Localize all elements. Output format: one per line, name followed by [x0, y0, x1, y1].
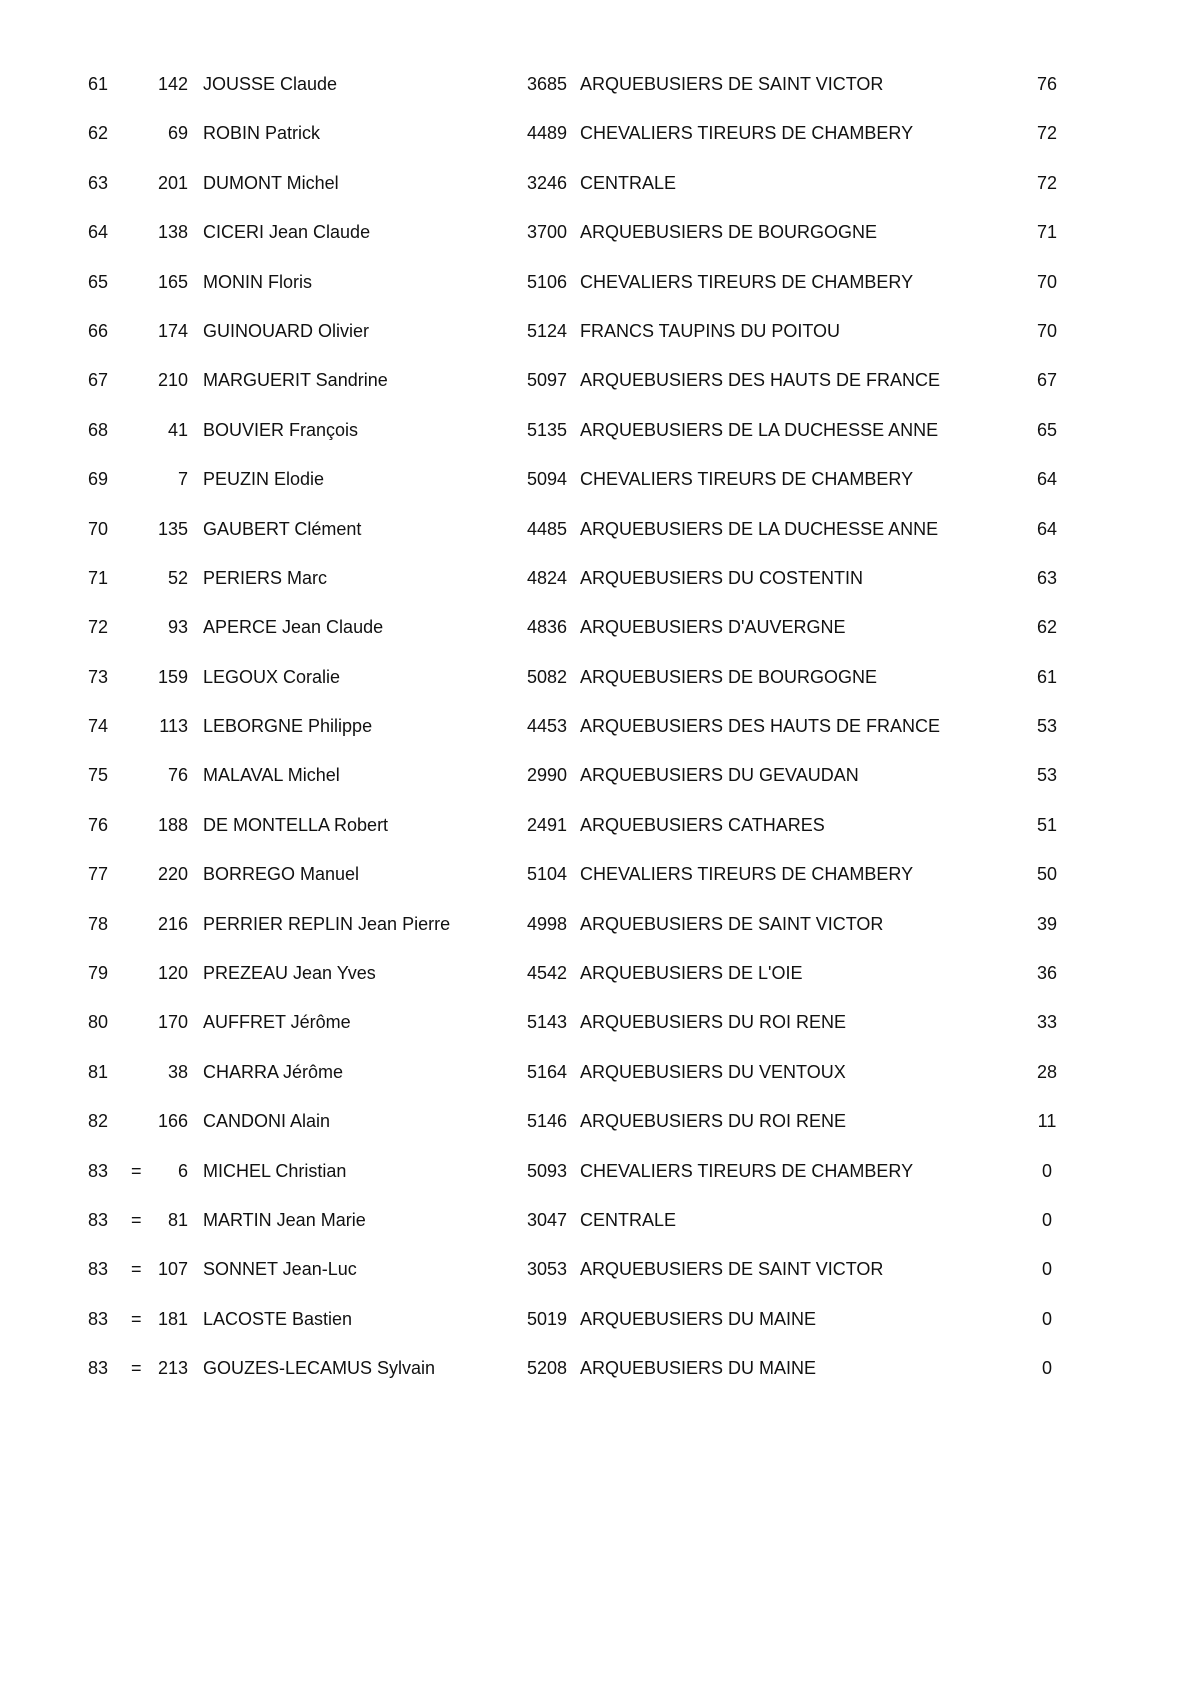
bib-number-cell: 213	[157, 1358, 188, 1379]
result-row	[0, 60, 1190, 109]
club-name-cell: ARQUEBUSIERS DE SAINT VICTOR	[580, 913, 884, 934]
bib-number-cell: 159	[157, 666, 188, 687]
rank-cell: 82	[88, 1111, 109, 1132]
rank-cell: 83	[88, 1259, 109, 1280]
score-cell: 72	[1036, 172, 1058, 193]
shooter-name-cell: MICHEL Christian	[203, 1160, 347, 1181]
license-number-cell: 5124	[526, 320, 567, 341]
rank-cell: 64	[88, 222, 109, 243]
result-row	[0, 505, 1190, 554]
tie-marker: =	[131, 1308, 142, 1329]
score-cell: 53	[1036, 716, 1058, 737]
score-cell: 67	[1036, 370, 1058, 391]
tie-marker: =	[131, 1160, 142, 1181]
score-cell: 64	[1036, 518, 1058, 539]
score-cell: 63	[1036, 567, 1058, 588]
bib-number-cell: 181	[157, 1308, 188, 1329]
result-row	[0, 1048, 1190, 1097]
shooter-name-cell: ROBIN Patrick	[203, 123, 321, 144]
result-row	[0, 109, 1190, 158]
club-name-cell: CENTRALE	[580, 1209, 677, 1230]
bib-number-cell: 210	[157, 370, 188, 391]
result-row	[0, 998, 1190, 1047]
shooter-name-cell: PERIERS Marc	[203, 567, 328, 588]
bib-number-cell: 93	[167, 617, 188, 638]
license-number-cell: 4542	[526, 963, 567, 984]
license-number-cell: 5019	[526, 1308, 567, 1329]
license-number-cell: 4836	[526, 617, 567, 638]
score-cell: 76	[1036, 74, 1058, 94]
shooter-name-cell: BORREGO Manuel	[203, 864, 360, 885]
club-name-cell: CHEVALIERS TIREURS DE CHAMBERY	[580, 469, 914, 490]
club-name-cell: ARQUEBUSIERS DE L'OIE	[580, 963, 803, 984]
rank-cell: 63	[88, 172, 109, 193]
license-number-cell: 5097	[526, 370, 567, 391]
shooter-name-cell: JOUSSE Claude	[203, 74, 338, 94]
shooter-name-cell: GOUZES-LECAMUS Sylvain	[203, 1358, 436, 1379]
score-cell: 70	[1036, 320, 1058, 341]
bib-number-cell: 6	[177, 1160, 188, 1181]
results-table	[0, 60, 1190, 1394]
bib-number-cell: 220	[157, 864, 188, 885]
bib-number-cell: 174	[157, 320, 188, 341]
rank-cell: 76	[88, 814, 109, 835]
bib-number-cell: 81	[167, 1209, 188, 1230]
tie-marker: =	[131, 1209, 142, 1230]
rank-cell: 83	[88, 1209, 109, 1230]
license-number-cell: 5106	[526, 271, 567, 292]
rank-cell: 62	[88, 123, 109, 144]
result-row	[0, 653, 1190, 702]
rank-cell: 77	[88, 864, 109, 885]
rank-cell: 73	[88, 666, 109, 687]
club-name-cell: CHEVALIERS TIREURS DE CHAMBERY	[580, 864, 914, 885]
club-name-cell: ARQUEBUSIERS DU ROI RENE	[580, 1012, 847, 1033]
rank-cell: 68	[88, 419, 109, 440]
club-name-cell: ARQUEBUSIERS CATHARES	[580, 814, 825, 835]
score-cell: 39	[1036, 913, 1058, 934]
license-number-cell: 5135	[526, 419, 567, 440]
rank-cell: 66	[88, 320, 109, 341]
bib-number-cell: 107	[157, 1259, 188, 1280]
result-row	[0, 1147, 1190, 1196]
license-number-cell: 5143	[526, 1012, 567, 1033]
shooter-name-cell: MARGUERIT Sandrine	[203, 370, 388, 391]
club-name-cell: ARQUEBUSIERS DU COSTENTIN	[580, 567, 864, 588]
score-cell: 71	[1036, 222, 1058, 243]
score-cell: 72	[1036, 123, 1058, 144]
license-number-cell: 3246	[526, 172, 567, 193]
shooter-name-cell: LACOSTE Bastien	[203, 1308, 353, 1329]
shooter-name-cell: PERRIER REPLIN Jean Pierre	[203, 913, 451, 934]
score-cell: 51	[1036, 814, 1058, 835]
shooter-name-cell: AUFFRET Jérôme	[203, 1012, 351, 1033]
club-name-cell: ARQUEBUSIERS DU ROI RENE	[580, 1111, 847, 1132]
rank-cell: 80	[88, 1012, 109, 1033]
club-name-cell: ARQUEBUSIERS DES HAUTS DE FRANCE	[580, 370, 941, 391]
club-name-cell: ARQUEBUSIERS DE SAINT VICTOR	[580, 74, 884, 94]
license-number-cell: 4485	[526, 518, 567, 539]
club-name-cell: ARQUEBUSIERS DU VENTOUX	[580, 1061, 846, 1082]
result-row	[0, 900, 1190, 949]
club-name-cell: CHEVALIERS TIREURS DE CHAMBERY	[580, 123, 914, 144]
license-number-cell: 3685	[526, 74, 567, 94]
shooter-name-cell: LEBORGNE Philippe	[203, 716, 373, 737]
club-name-cell: ARQUEBUSIERS D'AUVERGNE	[580, 617, 846, 638]
shooter-name-cell: MALAVAL Michel	[203, 765, 340, 786]
bib-number-cell: 38	[167, 1061, 188, 1082]
club-name-cell: ARQUEBUSIERS DU MAINE	[580, 1308, 817, 1329]
result-row	[0, 307, 1190, 356]
score-cell: 28	[1036, 1061, 1058, 1082]
license-number-cell: 5208	[526, 1358, 567, 1379]
rank-cell: 67	[88, 370, 109, 391]
bib-number-cell: 201	[157, 172, 188, 193]
result-row	[0, 208, 1190, 257]
result-row	[0, 702, 1190, 751]
club-name-cell: CHEVALIERS TIREURS DE CHAMBERY	[580, 1160, 914, 1181]
tie-marker: =	[131, 1358, 142, 1379]
license-number-cell: 4998	[526, 913, 567, 934]
shooter-name-cell: GUINOUARD Olivier	[203, 320, 370, 341]
rank-cell: 83	[88, 1160, 109, 1181]
license-number-cell: 5094	[526, 469, 567, 490]
shooter-name-cell: CANDONI Alain	[203, 1111, 331, 1132]
shooter-name-cell: MONIN Floris	[203, 271, 312, 292]
result-row	[0, 406, 1190, 455]
bib-number-cell: 113	[159, 716, 188, 737]
score-cell: 0	[1041, 1160, 1052, 1181]
score-cell: 0	[1041, 1358, 1052, 1379]
bib-number-cell: 165	[157, 271, 188, 292]
rank-cell: 83	[88, 1358, 109, 1379]
rank-cell: 79	[88, 963, 109, 984]
score-cell: 11	[1037, 1111, 1057, 1132]
license-number-cell: 2491	[526, 814, 567, 835]
score-cell: 64	[1036, 469, 1058, 490]
rank-cell: 61	[88, 74, 109, 94]
shooter-name-cell: MARTIN Jean Marie	[203, 1209, 366, 1230]
shooter-name-cell: DUMONT Michel	[203, 172, 339, 193]
result-row	[0, 1344, 1190, 1393]
club-name-cell: ARQUEBUSIERS DE LA DUCHESSE ANNE	[580, 419, 939, 440]
shooter-name-cell: BOUVIER François	[203, 419, 359, 440]
score-cell: 65	[1036, 419, 1058, 440]
result-row	[0, 751, 1190, 800]
license-number-cell: 5146	[526, 1111, 567, 1132]
shooter-name-cell: GAUBERT Clément	[203, 518, 362, 539]
club-name-cell: CHEVALIERS TIREURS DE CHAMBERY	[580, 271, 914, 292]
score-cell: 0	[1041, 1259, 1052, 1280]
result-row	[0, 1097, 1190, 1146]
shooter-name-cell: CICERI Jean Claude	[203, 222, 371, 243]
rank-cell: 74	[88, 716, 109, 737]
club-name-cell: ARQUEBUSIERS DE BOURGOGNE	[580, 666, 878, 687]
score-cell: 0	[1041, 1308, 1052, 1329]
shooter-name-cell: CHARRA Jérôme	[203, 1061, 344, 1082]
club-name-cell: FRANCS TAUPINS DU POITOU	[580, 320, 841, 341]
club-name-cell: ARQUEBUSIERS DE SAINT VICTOR	[580, 1259, 884, 1280]
result-row	[0, 1196, 1190, 1245]
club-name-cell: ARQUEBUSIERS DE BOURGOGNE	[580, 222, 878, 243]
rank-cell: 78	[88, 913, 109, 934]
rank-cell: 71	[88, 567, 109, 588]
club-name-cell: ARQUEBUSIERS DU GEVAUDAN	[580, 765, 859, 786]
result-row	[0, 1295, 1190, 1344]
rank-cell: 72	[88, 617, 109, 638]
license-number-cell: 3700	[526, 222, 567, 243]
bib-number-cell: 142	[157, 74, 188, 94]
result-row	[0, 949, 1190, 998]
score-cell: 50	[1036, 864, 1058, 885]
result-row	[0, 603, 1190, 652]
bib-number-cell: 52	[167, 567, 188, 588]
club-name-cell: ARQUEBUSIERS DU MAINE	[580, 1358, 817, 1379]
license-number-cell: 4489	[526, 123, 567, 144]
result-row	[0, 356, 1190, 405]
bib-number-cell: 69	[167, 123, 188, 144]
license-number-cell: 4824	[526, 567, 567, 588]
score-cell: 0	[1041, 1209, 1052, 1230]
bib-number-cell: 138	[157, 222, 188, 243]
license-number-cell: 2990	[526, 765, 567, 786]
shooter-name-cell: APERCE Jean Claude	[203, 617, 384, 638]
result-row	[0, 159, 1190, 208]
tie-marker: =	[131, 1259, 142, 1280]
club-name-cell: ARQUEBUSIERS DE LA DUCHESSE ANNE	[580, 518, 939, 539]
license-number-cell: 5104	[526, 864, 567, 885]
license-number-cell: 5164	[526, 1061, 567, 1082]
bib-number-cell: 7	[177, 469, 188, 490]
result-row	[0, 1245, 1190, 1294]
rank-cell: 75	[88, 765, 109, 786]
result-row	[0, 554, 1190, 603]
license-number-cell: 3047	[526, 1209, 567, 1230]
score-cell: 36	[1036, 963, 1058, 984]
club-name-cell: ARQUEBUSIERS DES HAUTS DE FRANCE	[580, 716, 941, 737]
shooter-name-cell: DE MONTELLA Robert	[203, 814, 389, 835]
rank-cell: 69	[88, 469, 109, 490]
rank-cell: 65	[88, 271, 109, 292]
score-cell: 70	[1036, 271, 1058, 292]
result-row	[0, 850, 1190, 899]
shooter-name-cell: SONNET Jean-Luc	[203, 1259, 357, 1280]
rank-cell: 81	[88, 1061, 109, 1082]
bib-number-cell: 135	[157, 518, 188, 539]
license-number-cell: 5093	[526, 1160, 567, 1181]
license-number-cell: 3053	[526, 1259, 567, 1280]
shooter-name-cell: PREZEAU Jean Yves	[203, 963, 376, 984]
score-cell: 62	[1036, 617, 1058, 638]
score-cell: 61	[1036, 666, 1058, 687]
result-row	[0, 801, 1190, 850]
bib-number-cell: 216	[157, 913, 188, 934]
shooter-name-cell: LEGOUX Coralie	[203, 666, 341, 687]
license-number-cell: 4453	[526, 716, 567, 737]
bib-number-cell: 76	[167, 765, 188, 786]
score-cell: 33	[1036, 1012, 1058, 1033]
shooter-name-cell: PEUZIN Elodie	[203, 469, 325, 490]
license-number-cell: 5082	[526, 666, 567, 687]
rank-cell: 83	[88, 1308, 109, 1329]
bib-number-cell: 188	[157, 814, 188, 835]
bib-number-cell: 120	[157, 963, 188, 984]
result-row	[0, 258, 1190, 307]
club-name-cell: CENTRALE	[580, 172, 677, 193]
score-cell: 53	[1036, 765, 1058, 786]
bib-number-cell: 170	[157, 1012, 188, 1033]
result-row	[0, 455, 1190, 504]
bib-number-cell: 41	[167, 419, 188, 440]
bib-number-cell: 166	[157, 1111, 188, 1132]
rank-cell: 70	[88, 518, 109, 539]
